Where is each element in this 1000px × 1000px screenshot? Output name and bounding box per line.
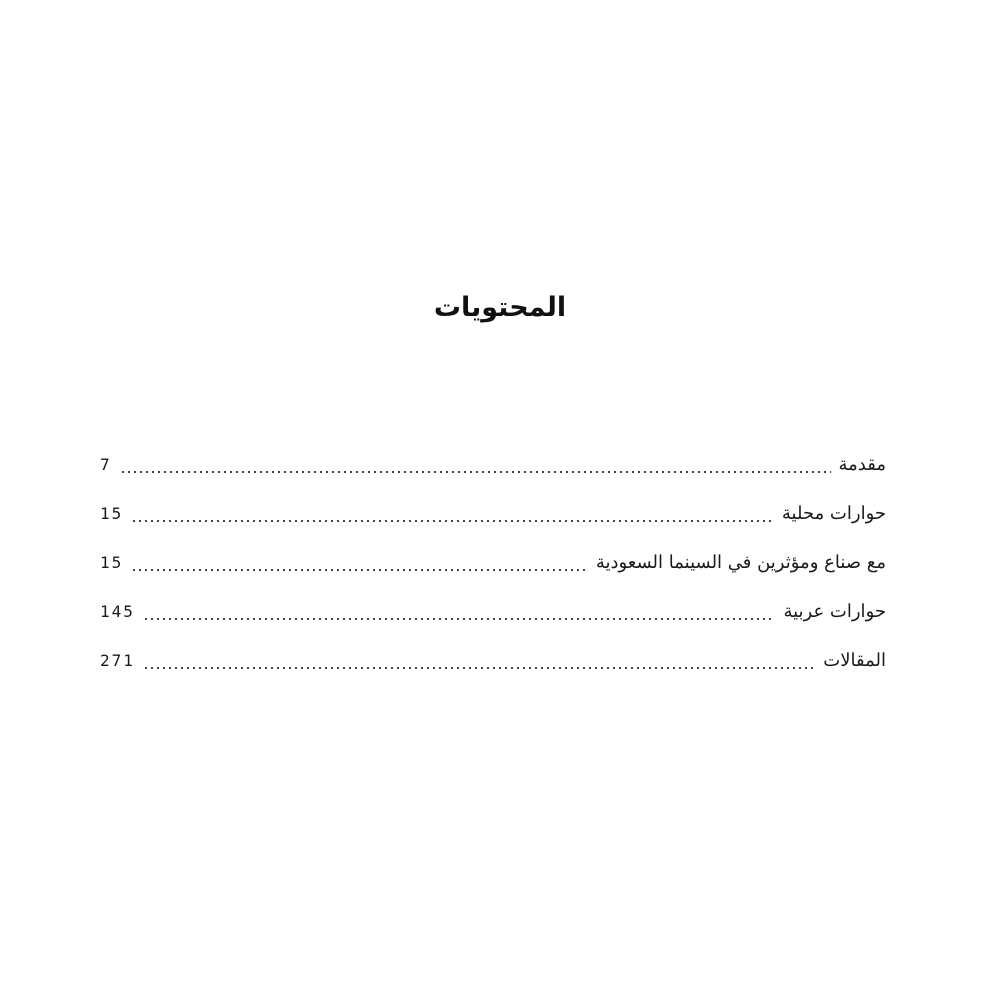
- dot-leader: [131, 520, 774, 522]
- toc-entry-page-number: 15: [100, 553, 124, 572]
- toc-entry-introduction: [100, 440, 886, 489]
- toc-entry-title: حوارات محلية: [781, 503, 886, 524]
- toc-entry-title: مقدمة: [838, 454, 886, 475]
- toc-entry-title: المقالات: [823, 650, 886, 671]
- dot-leader: [143, 618, 776, 620]
- toc-entry-articles: [100, 636, 886, 685]
- toc-entry-arab-interviews: [100, 587, 886, 636]
- dot-leader: [131, 569, 588, 571]
- toc-entry-page-number: 145: [100, 602, 135, 621]
- toc-entry-local-interviews: [100, 489, 886, 538]
- table-of-contents: [100, 440, 886, 685]
- toc-entry-title: مع صناع ومؤثرين في السينما السعودية: [595, 552, 886, 573]
- toc-entry-page-number: 271: [100, 651, 135, 670]
- toc-entry-page-number: 7: [100, 455, 112, 474]
- page-title: المحتويات: [433, 292, 567, 323]
- toc-entry-saudi-cinema-makers: [100, 538, 886, 587]
- toc-entry-title: حوارات عربية: [783, 601, 886, 622]
- dot-leader: [143, 667, 815, 669]
- toc-entry-page-number: 15: [100, 504, 124, 523]
- dot-leader: [120, 471, 831, 473]
